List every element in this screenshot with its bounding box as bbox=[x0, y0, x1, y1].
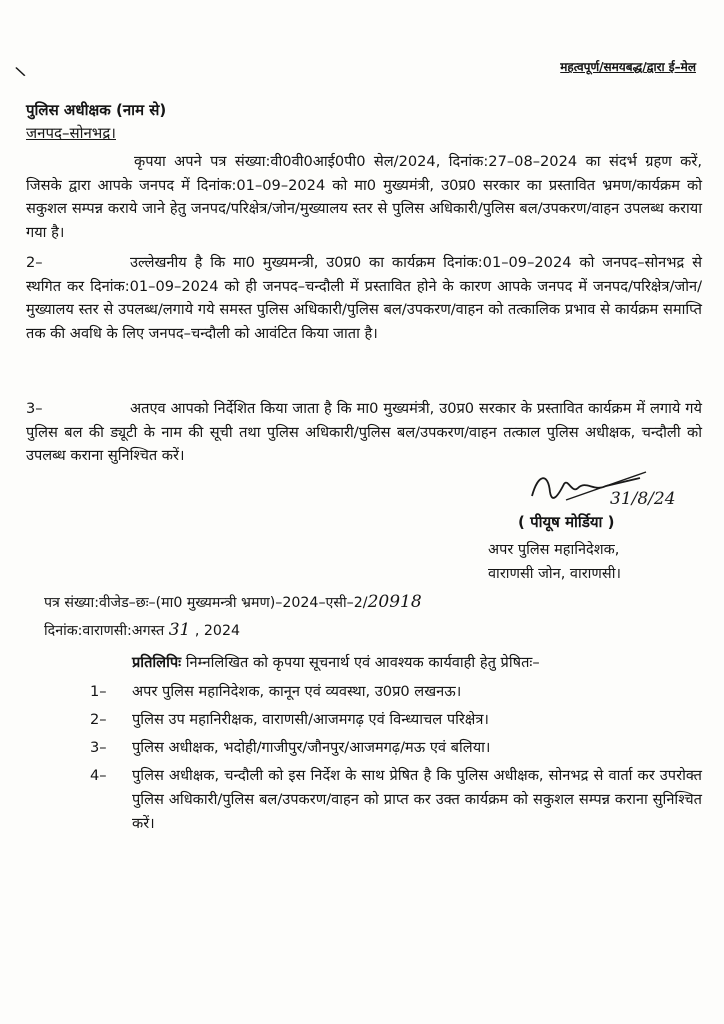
signatory-designation bbox=[488, 538, 621, 586]
addressee-district: जनपद–सोनभद्र। bbox=[26, 124, 116, 142]
copy-to-item bbox=[90, 736, 702, 760]
copy-to-item bbox=[90, 764, 702, 836]
letter-number-prefix: पत्र संख्या:वीजेड–छः–(मा0 मुख्यमन्त्री भ्रमण)–2024–एसी–2/ bbox=[44, 595, 368, 611]
copy-to-item bbox=[90, 708, 702, 732]
copy-to-item bbox=[90, 680, 702, 704]
letter-date-handwritten: 31 bbox=[168, 620, 191, 640]
paragraph-3-number: 3– bbox=[26, 400, 43, 417]
copy-to-heading bbox=[132, 652, 540, 672]
letter-number bbox=[44, 592, 422, 612]
letter-date-suffix: , 2024 bbox=[194, 623, 241, 639]
copy-to-item-number: 4– bbox=[90, 767, 107, 784]
designation-line-1: अपर पुलिस महानिदेशक, bbox=[488, 542, 620, 558]
addressee-title: पुलिस अधीक्षक (नाम से) bbox=[26, 101, 167, 119]
designation-line-2: वाराणसी जोन, वाराणसी। bbox=[488, 566, 621, 582]
copy-to-item-number: 3– bbox=[90, 739, 107, 756]
letter-number-handwritten: 20918 bbox=[367, 592, 422, 612]
paragraph-1 bbox=[26, 150, 702, 244]
paragraph-2-text: उल्लेखनीय है कि मा0 मुख्यमन्त्री, उ0प्र0 का कार्यक्रम दिनांक:01–09–2024 को जनपद–सोनभद्र से स्थगित कर दिनांक:01–09–2024 को ही जनपद–चन्दौली में प्रस्तावित होने के कारण आपके जनपद में जनपद/परिक्षेत्र/जोन/मुख्यालय स्तर से उपलब्ध/लगाये गये समस्त पुलिस अधिकारी/पुलिस बल/उपकरण/वाहन को तत्कालिक प्रभाव से कार्यक्रम समाप्ति तक की अवधि के लिए जनपद–चन्दौली को आवंटित किया जाता है। bbox=[26, 254, 702, 342]
copy-to-item-text: अपर पुलिस महानिदेशक, कानून एवं व्यवस्था, उ0प्र0 लखनऊ। bbox=[132, 683, 462, 700]
copy-to-label: प्रतिलिपिः bbox=[132, 654, 182, 671]
copy-to-item-text: पुलिस अधीक्षक, भदोही/गाजीपुर/जौनपुर/आजमगढ़/मऊ एवं बलिया। bbox=[132, 739, 491, 756]
letter-date-prefix: दिनांक:वाराणसी:अगस्त bbox=[44, 623, 165, 639]
copy-to-item-text: पुलिस उप महानिरीक्षक, वाराणसी/आजमगढ़ एवं विन्ध्याचल परिक्षेत्र। bbox=[132, 711, 489, 728]
signature-scribble bbox=[528, 466, 678, 510]
paragraph-3-text: अतएव आपको निर्देशित किया जाता है कि मा0 मुख्यमंत्री, उ0प्र0 सरकार के प्रस्तावित कार्यक्रम में लगाये गये पुलिस बल की ड्यूटी के नाम की सूची तथा पुलिस अधिकारी/पुलिस बल/उपकरण/वाहन तत्काल पुलिस अधीक्षक, चन्दौली को उपलब्ध कराना सुनिश्चित करें। bbox=[26, 400, 702, 464]
copy-to-item-text: पुलिस अधीक्षक, चन्दौली को इस निर्देश के साथ प्रेषित है कि पुलिस अधीक्षक, सोनभद्र से वार्ता कर उपरोक्त पुलिस अधिकारी/पुलिस बल/उपकरण/वाहन को प्राप्त कर उक्त कार्यक्रम को सकुशल सम्पन्न कराना सुनिश्चित करें। bbox=[132, 767, 702, 832]
copy-to-text: निम्नलिखित को कृपया सूचनार्थ एवं आवश्यक कार्यवाही हेतु प्रेषितः– bbox=[185, 654, 540, 671]
paragraph-1-text: कृपया अपने पत्र संख्या:वी0वी0आई0पी0 सेल/2024, दिनांक:27–08–2024 का संदर्भ ग्रहण करें, जिसके द्वारा आपके जनपद में दिनांक:01–09–2024 को मा0 मुख्यमंत्री, उ0प्र0 सरकार का प्रस्तावित भ्रमण/कार्यक्रम को सकुशल सम्पन्न कराये जाने हेतु जनपद/परिक्षेत्र/जोन/मुख्यालय स्तर से पुलिस अधिकारी/पुलिस बल/उपकरण/वाहन उपलब्ध कराया गया है। bbox=[26, 153, 702, 241]
paragraph-2 bbox=[26, 251, 702, 345]
letter-date bbox=[44, 620, 240, 640]
paragraph-3 bbox=[26, 397, 702, 468]
copy-to-item-number: 2– bbox=[90, 711, 107, 728]
copy-to-item-number: 1– bbox=[90, 683, 107, 700]
signatory-name: ( पीयूष मोर्डिया ) bbox=[518, 513, 615, 531]
margin-mark: \ bbox=[14, 63, 27, 81]
paragraph-2-number: 2– bbox=[26, 254, 43, 271]
signature-date: 31/8/24 bbox=[610, 489, 676, 509]
priority-tag: महत्वपूर्ण/समयबद्ध/द्वारा ई–मेल bbox=[560, 60, 696, 74]
